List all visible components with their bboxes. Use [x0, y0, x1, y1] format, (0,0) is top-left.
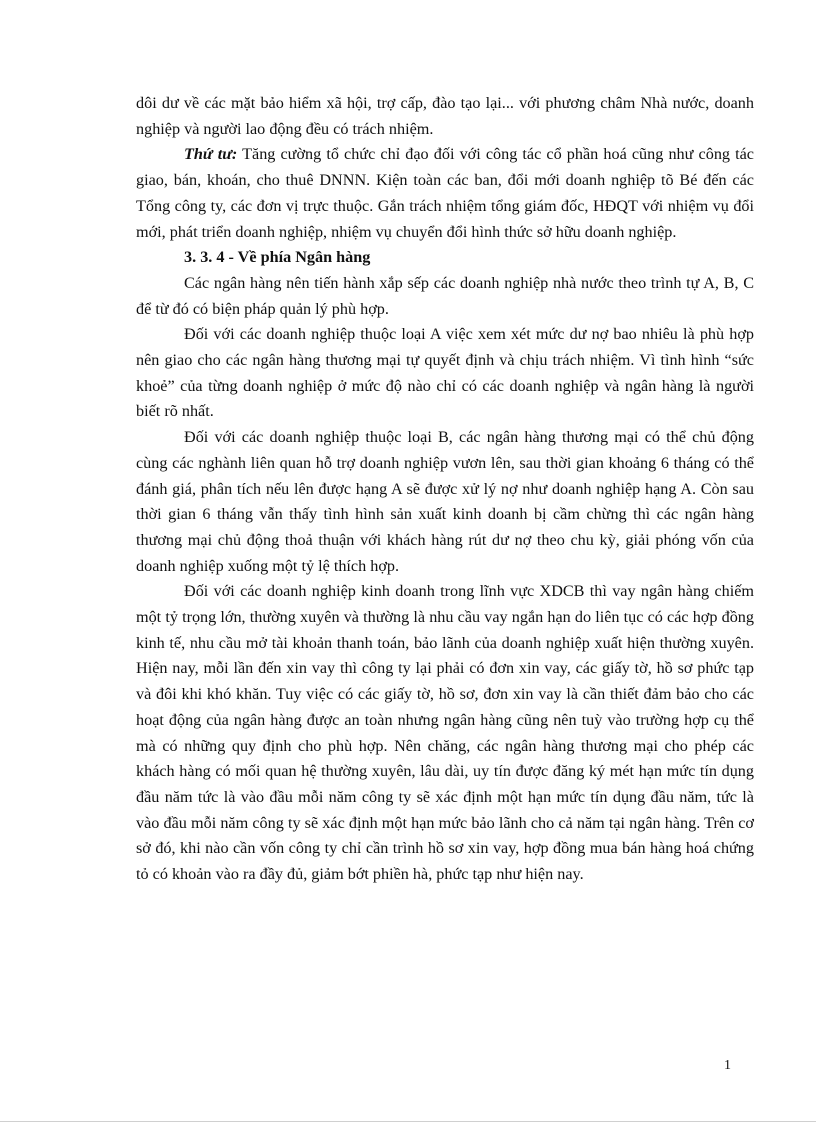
page-number: 1 [724, 1058, 731, 1073]
document-body [136, 91, 754, 888]
section-heading: 3. 3. 4 - Về phía Ngân hàng [184, 248, 371, 267]
paragraph-xdcb: Đối với các doanh nghiệp kinh doanh trong lĩnh vực XDCB thì vay ngân hàng chiếm một tỷ trọng lớn, thường xuyên và thường là nhu cầu vay ngắn hạn do liên tục có các hợp đồng kinh tế, nhu cầu mở tài khoản thanh toán, bảo lãnh của doanh nghiệp xuất hiện thường xuyên. Hiện nay, mỗi lần đến xin vay thì công ty lại phải có đơn xin vay, các giấy tờ, hồ sơ phức tạp và đôi khi khó khăn. Tuy việc có các giấy tờ, hồ sơ, đơn xin vay là cần thiết đảm bảo cho các hoạt động của ngân hàng được an toàn nhưng ngân hàng cũng nên tuỳ vào trường hợp cụ thể mà có những quy định cho phù hợp. Nên chăng, các ngân hàng thương mại cho phép các khách hàng có mối quan hệ thường xuyên, lâu dài, uy tín được đăng ký mét hạn mức tín dụng đầu năm tức là vào đầu mỗi năm công ty sẽ xác định một hạn mức tín dụng đầu năm, tức là vào đầu mỗi năm công ty sẽ xác định một hạn mức bảo lãnh cho cả năm tại ngân hàng. Trên cơ sở đó, khi nào cần vốn công ty chỉ cần trình hồ sơ xin vay, hợp đồng mua bán hàng hoá chứng tỏ có khoản vào ra đầy đủ, giảm bớt phiền hà, phức tạp như hiện nay. [136, 582, 754, 884]
paragraph-continuation: dôi dư về các mặt bảo hiểm xã hội, trợ cấp, đào tạo lại... với phương châm Nhà nước, doanh nghiệp và người lao động đều có trách nhiệm. [136, 94, 754, 138]
paragraph-thu-tu-text: Tăng cường tổ chức chỉ đạo đối với công tác cổ phần hoá cũng như công tác giao, bán, khoán, cho thuê DNNN. Kiện toàn các ban, đổi mới doanh nghiệp tõ Bé đến các Tổng công ty, các đơn vị trực thuộc. Gắn trách nhiệm tổng giám đốc, HĐQT với nhiệm vụ đổi mới, phát triển doanh nghiệp, nhiệm vụ chuyển đổi hình thức sở hữu doanh nghiệp. [136, 145, 754, 241]
paragraph-lead-in: Thứ tư: [184, 145, 238, 164]
paragraph-thu-tu [136, 142, 754, 245]
page-bottom-divider [0, 1121, 816, 1122]
paragraph-type-a: Đối với các doanh nghiệp thuộc loại A việc xem xét mức dư nợ bao nhiêu là phù hợp nên giao cho các ngân hàng thương mại tự quyết định và chịu trách nhiệm. Vì tình hình “sức khoẻ” của từng doanh nghiệp ở mức độ nào chỉ có các doanh nghiệp và ngân hàng là người biết rõ nhất. [136, 325, 754, 421]
paragraph-bank-ranking: Các ngân hàng nên tiến hành xắp sếp các doanh nghiệp nhà nước theo trình tự A, B, C để từ đó có biện pháp quản lý phù hợp. [136, 273, 754, 318]
paragraph-type-b: Đối với các doanh nghiệp thuộc loại B, các ngân hàng thương mại có thể chủ động cùng các nghành liên quan hỗ trợ doanh nghiệp vươn lên, sau thời gian khoảng 6 tháng có thể đánh giá, phân tích nếu lên được hạng A sẽ được xử lý nợ như doanh nghiệp hạng A. Còn sau thời gian 6 tháng vẫn thấy tình hình sản xuất kinh doanh bị cầm chừng thì các ngân hàng thương mại chủ động thoả thuận với khách hàng rút dư nợ theo chu kỳ, giải phóng vốn của doanh nghiệp xuống một tỷ lệ thích hợp. [136, 428, 754, 575]
